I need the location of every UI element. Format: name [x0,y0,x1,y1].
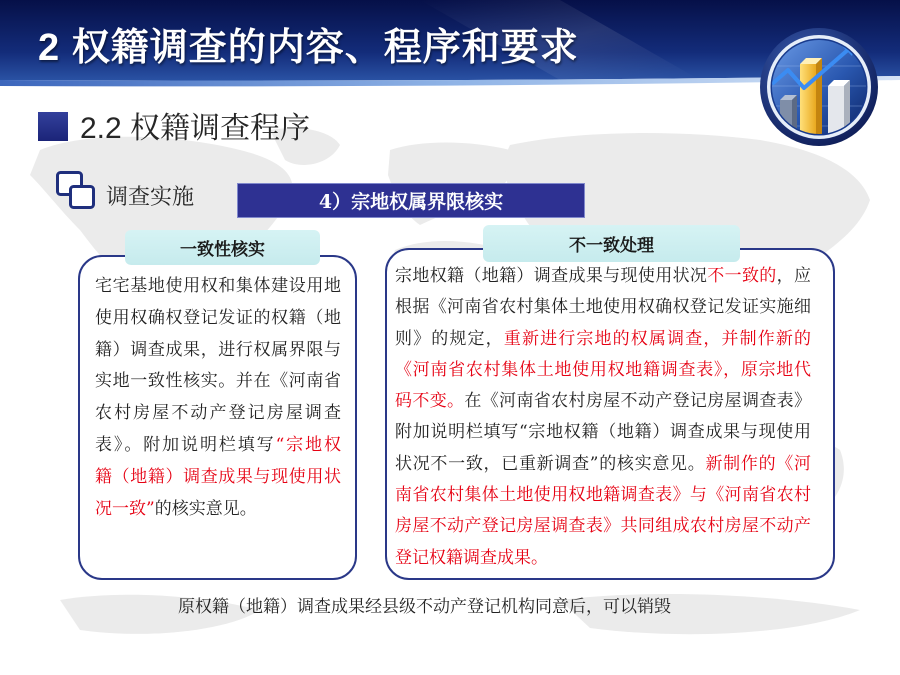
text-run: 实地一致性核实。并在《河南省 [95,371,341,392]
emblem-bar [800,64,816,141]
text-run: 表》。附加说明栏填写 [95,434,276,455]
emphasized-text-run: 码不变。 [395,391,465,412]
text-run: 附加说明栏填写“宗地权籍（地籍）调查成果与现使用 [395,422,811,443]
text-line [95,271,341,303]
slide-title: 2 权籍调查的内容、程序和要求 [38,27,579,69]
text-line [395,386,811,417]
consistency-panel-header [125,230,320,265]
text-run: 宅宅基地使用权和集体建设用地 [95,276,341,296]
text-line [95,366,341,398]
text-run: 的核实意见。 [154,498,257,519]
emphasized-text-run: 《河南省农村集体土地使用权地籍调查表》，原宗地代 [395,359,811,380]
text-run: 根据《河南省农村集体土地使用权确权登记发证实施细 [395,297,811,318]
text-line [95,494,341,526]
text-line [395,261,811,292]
text-run: 宗地权籍（地籍）调查成果与现使用状况 [395,266,708,286]
text-run: 在《河南省农村房屋不动产登记房屋调查表》 [464,391,812,412]
text-run: ，应 [776,266,812,286]
square-bullet-icon [38,112,68,141]
text-line [395,355,811,386]
step-banner-label: 4）宗地权属界限核实 [318,191,504,213]
text-line [395,480,811,511]
emphasized-text-run: 重新进行宗地的权属调查，并制作新的 [503,328,812,349]
text-line [95,430,341,462]
emphasized-text-run: 籍（地籍）调查成果与现使用状 [95,466,341,487]
emphasized-text-run: 新制作的《河 [705,453,811,474]
text-run: 则》的规定， [395,328,504,349]
text-line [95,398,341,430]
section-heading: 2.2 权籍调查程序 [80,112,311,145]
emphasized-text-run: 况一致” [95,498,155,519]
step-banner [237,183,585,218]
subsection-label: 调查实施 [106,184,195,209]
text-line [95,303,341,335]
text-line [95,335,341,367]
text-run: 农村房屋不动产登记房屋调查 [95,403,341,424]
panel-header-label: 一致性核实 [180,240,265,259]
text-line [395,511,811,542]
text-line [395,417,811,448]
text-line [95,462,341,494]
text-run: 状况不一致，已重新调查”的核实意见。 [395,453,706,474]
text-run: 使用权确权登记发证的权籍（地 [95,307,341,328]
panel-header-label: 不一致处理 [569,236,654,255]
text-line [395,292,811,323]
consistency-panel-text [95,271,341,525]
inconsistency-panel-header [483,225,740,262]
text-line [395,543,811,574]
bar-chart-emblem-icon [758,26,880,148]
text-run: 籍）调查成果，进行权属界限与 [95,339,341,360]
text-line [395,449,811,480]
inconsistency-panel-text [395,261,811,574]
emphasized-text-run: 不一致的 [707,266,777,286]
emphasized-text-run: 登记权籍调查成果。 [395,547,548,568]
emphasized-text-run: 南省农村集体土地使用权地籍调查表》与《河南省农村 [395,485,811,506]
emphasized-text-run: 房屋不动产登记房屋调查表》共同组成农村房屋不动产 [395,516,811,537]
overlapping-squares-icon [55,170,97,212]
emphasized-text-run: “宗地权 [275,434,341,455]
footer-note: 原权籍（地籍）调查成果经县级不动产登记机构同意后，可以销毁 [178,597,671,617]
text-line [395,324,811,355]
